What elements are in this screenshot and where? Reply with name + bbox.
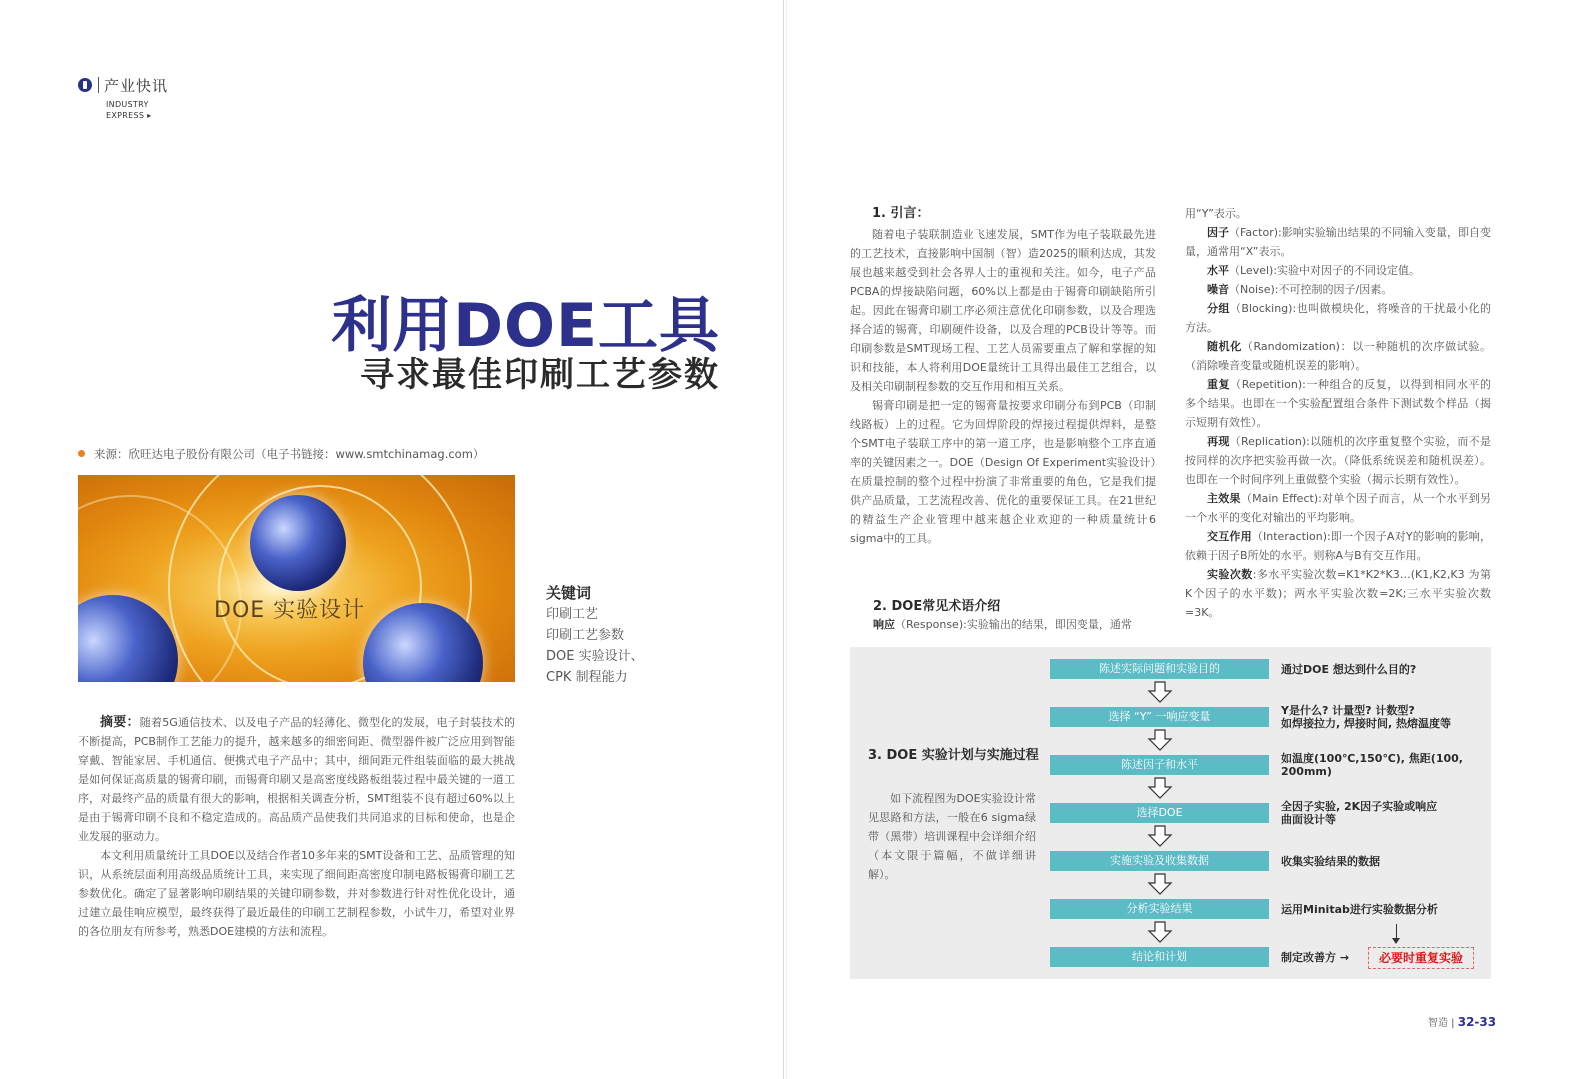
keyword-item: DOE 实验设计、: [546, 649, 644, 664]
term-response: [873, 615, 1156, 634]
flow-step-box: 陈述因子和水平: [1050, 755, 1269, 775]
flow-step-description: 全因子实验, 2K因子实验或响应 曲面设计等: [1281, 800, 1438, 826]
intro-paragraph: 锡膏印刷是把一定的锡膏量按要求印刷分布到PCB（印制线路板）上的过程。它为回焊阶段的焊接过程提供焊料，是整个SMT电子装联工序中的第一道工序，也是影响整个工序直通率的关键因素之一。DOE（Design Of Experiment实验设计）在质量控制的整个过程中扮演了非常重要的角色，它是我们提供产品质量，工艺流程改善、优化的重要保证工具。在21世纪的精益生产企业管理中越来越企业欢迎的一种质量统计6 sigma中的工具。: [850, 399, 1156, 545]
page-spine: [783, 0, 784, 1079]
keyword-item: 印刷工艺参数: [546, 628, 625, 643]
section-title: 产业快讯: [104, 77, 169, 95]
term-text: （Factor):影响实验输出结果的不同输入变量，即自变量，通常用“X”表示。: [1185, 226, 1491, 258]
term-text: （Replication):以随机的次序重复整个实验，而不是按同样的次序把实验再做一次。（降低系统误差和随机误差）。也即在一个时间序列上重做整个实验（揭示长期有效性）。: [1185, 435, 1492, 486]
flow-arrow-icon: [1147, 825, 1173, 847]
keywords-list: [546, 604, 644, 688]
keyword-item: 印刷工艺: [546, 607, 599, 622]
flow-step-description: 制定改善方 →: [1281, 950, 1350, 964]
term-text: （Blocking):也叫做模块化，将噪音的干扰最小化的方法。: [1185, 302, 1492, 334]
plan-heading: 3. DOE 实验计划与实施过程: [868, 748, 1039, 763]
abstract-text: 随着5G通信技术、以及电子产品的轻薄化、微型化的发展，电子封装技术的不断提高，PCB制作工艺能力的提升，越来越多的细密间距、微型器件被广泛应用到智能穿戴、智能家居、手机通信、便携式电子产品中；其中，细间距元件组装面临的最大挑战是如何保证高质量的锡膏印刷，而锡膏印刷又是高密度线路板组装过程中最关键的一道工序，对最终产品的质量有很大的影响，根据相关调查分析，SMT组装不良有超过60%以上是由于锡膏印刷不良和不稳定造成的。高品质产品使我们共同追求的目标和使命，也是企业发展的驱动力。: [78, 716, 515, 843]
term-label: 实验次数: [1207, 568, 1253, 581]
term-text: :多水平实验次数=K1*K2*K3…(K1,K2,K3 为第K个因子的水平数)；两水平实验次数=2K;三水平实验次数=3K。: [1185, 568, 1491, 619]
hero-image: [78, 475, 515, 682]
plan-paragraph: 如下流程图为DOE实验设计常见思路和方法，一般在6 sigma绿带（黑带）培训课程中会详细介绍（本文限于篇幅，不做详细讲解）。: [868, 792, 1036, 881]
term-text: （Interaction):即一个因子A对Y的影响的影响，依赖于因子B所处的水平。则称A与B有交互作用。: [1185, 530, 1492, 562]
down-arrow-icon: [1392, 938, 1400, 944]
term-text: （Randomization)：以一种随机的次序做试验。（消除噪音变量或随机误差的影响）。: [1185, 340, 1491, 372]
term-item: [1185, 223, 1491, 261]
abstract-label: 摘要：: [100, 715, 140, 730]
article-source: 来源：欣旺达电子股份有限公司（电子书链接：www.smtchinamag.com）: [94, 447, 485, 461]
term-item: [1185, 280, 1491, 299]
intro-heading: 1. 引言：: [872, 206, 930, 221]
term-label: 交互作用: [1207, 530, 1252, 543]
intro-column: [850, 204, 1156, 548]
terms-column: [1185, 204, 1491, 622]
term-label: 因子: [1207, 226, 1230, 239]
term-text: （Noise):不可控制的因子/因素。: [1229, 283, 1393, 296]
keyword-item: CPK 制程能力: [546, 670, 628, 685]
term-text: （Response):实验输出的结果，即因变量，通常: [895, 618, 1132, 631]
section-subtitle-line1: INDUSTRY: [106, 100, 149, 109]
term-label: 再现: [1207, 435, 1230, 448]
flow-arrow-icon: [1147, 729, 1173, 751]
bullet-icon: [78, 450, 85, 457]
term-label: 主效果: [1207, 492, 1241, 505]
flow-step-description: 通过DOE 想达到什么目的?: [1281, 662, 1417, 676]
flow-step-description: 运用Minitab进行实验数据分析: [1281, 902, 1438, 916]
section-subtitle-line2: EXPRESS ▸: [106, 111, 152, 120]
globe-icon: [250, 495, 346, 591]
term-label: 响应: [873, 618, 895, 631]
flow-arrow-icon: [1147, 777, 1173, 799]
intro-paragraph: 随着电子装联制造业飞速发展，SMT作为电子装联最先进的工艺技术，直接影响中国制（智）造2025的顺利达成，其发展也越来越受到社会各界人士的重视和关注。如今，电子产品PCBA的焊接缺陷问题，60%以上都是由于锡膏印刷缺陷所引起。因此在锡膏印刷工序必须注意优化印刷参数，以及合理选择合适的锡膏，印刷硬件设备，以及合理的PCB设计等等。而印刷参数是SMT现场工程、工艺人员需要重点了解和掌握的知识和技能，本人将利用DOE量统计工具得出最佳工艺组合，以及相关印刷制程参数的交互作用和相互关系。: [850, 228, 1156, 393]
plan-text-block: [868, 789, 1036, 884]
term-label: 随机化: [1207, 340, 1242, 353]
flow-step-description: 收集实验结果的数据: [1281, 854, 1380, 868]
term-item: [1185, 565, 1491, 622]
flow-arrow-icon: [1147, 921, 1173, 943]
term-text: （Repetition):一种组合的反复，以得到相同水平的多个结果。也即在一个实验配置组合条件下测试数个样品（揭示短期有效性）。: [1185, 378, 1492, 429]
page-spine-shadow: [786, 0, 787, 1079]
term-item: [1185, 432, 1491, 489]
term-label: 噪音: [1207, 283, 1229, 296]
repeat-experiment-label: 必要时重复实验: [1368, 947, 1474, 969]
flow-arrow-icon: [1147, 873, 1173, 895]
abstract-paragraph: 本文利用质量统计工具DOE以及结合作者10多年来的SMT设备和工艺、品质管理的知识，从系统层面利用高级品质统计工具，来实现了细间距高密度印制电路板锡膏印刷工艺参数优化。确定了显著影响印刷结果的关键印刷参数，并对参数进行针对性优化设计，通过建立最佳响应模型，最终获得了最近最佳的印刷工艺制程参数，小试牛刀，希望对业界的各位朋友有所参考，熟悉DOE建模的方法和流程。: [78, 849, 515, 938]
flow-step-box: 结论和计划: [1050, 947, 1269, 967]
flow-step-box: 选择 “Y” 一响应变量: [1050, 707, 1269, 727]
abstract-paragraph: [78, 713, 515, 846]
term-continuation: 用“Y”表示。: [1185, 207, 1247, 220]
term-item: [1185, 489, 1491, 527]
article-subtitle: 寻求最佳印刷工艺参数: [360, 355, 720, 395]
term-label: 分组: [1207, 302, 1230, 315]
term-text: （Level):实验中对因子的不同设定值。: [1229, 264, 1421, 277]
term-item: [1185, 337, 1491, 375]
article-title: 利用DOE工具: [331, 291, 720, 361]
flow-step-description: Y是什么? 计量型? 计数型? 如焊接拉力, 焊接时间, 热熔温度等: [1281, 704, 1452, 730]
term-label: 水平: [1207, 264, 1229, 277]
term-label: 重复: [1207, 378, 1231, 391]
header-divider: [98, 77, 99, 93]
flow-arrow-icon: [1147, 681, 1173, 703]
flow-step-box: 选择DOE: [1050, 803, 1269, 823]
footer-label: 智造: [1428, 1018, 1448, 1029]
hero-caption: DOE 实验设计: [214, 598, 366, 623]
keywords-title: 关键词: [546, 584, 592, 602]
term-item: [1185, 375, 1491, 432]
page-footer: 智造 | 32-33: [1428, 1015, 1497, 1029]
flow-step-box: 陈述实际问题和实验目的: [1050, 659, 1269, 679]
section-subtitle: [106, 99, 151, 121]
term-item: [1185, 261, 1491, 280]
abstract: [78, 713, 515, 941]
section-logo-icon: [78, 78, 92, 92]
term-text: （Main Effect):对单个因子而言，从一个水平到另一个水平的变化对输出的平均影响。: [1185, 492, 1491, 524]
page-number: 32-33: [1457, 1015, 1497, 1029]
flow-step-box: 分析实验结果: [1050, 899, 1269, 919]
flow-step-box: 实施实验及收集数据: [1050, 851, 1269, 871]
terms-heading: 2. DOE常见术语介绍: [873, 599, 1001, 614]
flow-step-description: 如温度(100℃,150℃), 焦距(100, 200mm): [1281, 752, 1463, 778]
term-item: [1185, 527, 1491, 565]
term-item: [1185, 299, 1491, 337]
